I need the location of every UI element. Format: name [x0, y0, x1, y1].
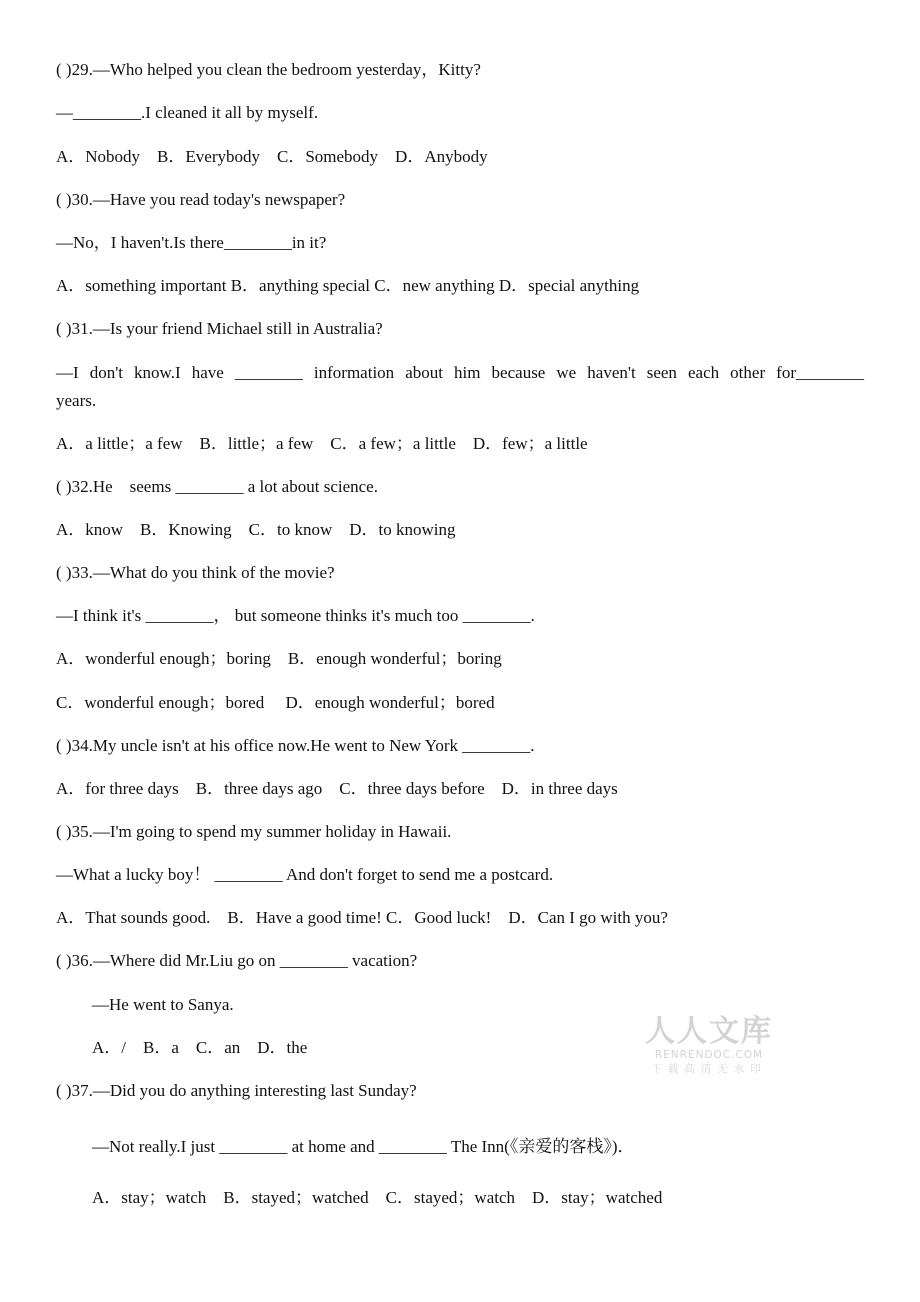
question-34: ( )34.My uncle isn't at his office now.He went to New York ________.	[56, 736, 535, 755]
answer-line-36: —He went to Sanya.	[92, 995, 234, 1014]
answer-line-35: —What a lucky boy！ ________ And don't forget to send me a postcard.	[56, 865, 554, 884]
question-31: ( )31.—Is your friend Michael still in Australia?	[56, 319, 383, 338]
options-34: A．for three days B．three days ago C．three days before D．in three days	[56, 779, 618, 798]
options-32: A．know B．Knowing C．to know D．to knowing	[56, 520, 456, 539]
options-33-cd: C．wonderful enough；bored D．enough wonderful；bored	[56, 693, 495, 712]
options-36: A．/ B．a C．an D．the	[92, 1038, 308, 1057]
question-30: ( )30.—Have you read today's newspaper?	[56, 190, 346, 209]
question-36: ( )36.—Where did Mr.Liu go on ________ vacation?	[56, 951, 418, 970]
watermark-logo	[644, 1015, 774, 1076]
question-32: ( )32.He seems ________ a lot about science.	[56, 477, 378, 496]
answer-line-29: —________.I cleaned it all by myself.	[56, 103, 319, 122]
answer-line-33: —I think it's ________， but someone thinks it's much too ________.	[56, 606, 535, 625]
watermark-slogan: 下载高清无水印	[651, 1063, 767, 1075]
question-33: ( )33.—What do you think of the movie?	[56, 563, 335, 582]
watermark-title: 人人文库	[645, 1014, 773, 1049]
question-35: ( )35.—I'm going to spend my summer holiday in Hawaii.	[56, 822, 452, 841]
question-37: ( )37.—Did you do anything interesting last Sunday?	[56, 1081, 417, 1100]
answer-line-37: —Not really.I just ________ at home and ________ The Inn(《亲爱的客栈》)．	[92, 1137, 635, 1156]
options-31: A．a little；a few B．little；a few C．a few；a little D．few；a little	[56, 434, 588, 453]
watermark-domain: RENRENDOC.COM	[654, 1049, 764, 1061]
answer-line-31: —I don't know.I have ________ information about him because we haven't seen each other for________	[56, 363, 864, 382]
answer-line-30: —No，I haven't.Is there________in it?	[56, 233, 327, 252]
options-33-ab: A．wonderful enough；boring B．enough wonderful；boring	[56, 649, 502, 668]
options-37: A．stay；watch B．stayed；watched C．stayed；watch D．stay；watched	[92, 1188, 663, 1207]
options-35: A．That sounds good. B．Have a good time! C．Good luck! D．Can I go with you?	[56, 908, 668, 927]
options-29: A．Nobody B．Everybody C．Somebody D．Anybody	[56, 147, 488, 166]
answer-line-31-cont: years.	[56, 391, 97, 410]
options-30: A．something important B．anything special C．new anything D．special anything	[56, 276, 640, 295]
question-29: ( )29.—Who helped you clean the bedroom yesterday，Kitty?	[56, 60, 481, 79]
